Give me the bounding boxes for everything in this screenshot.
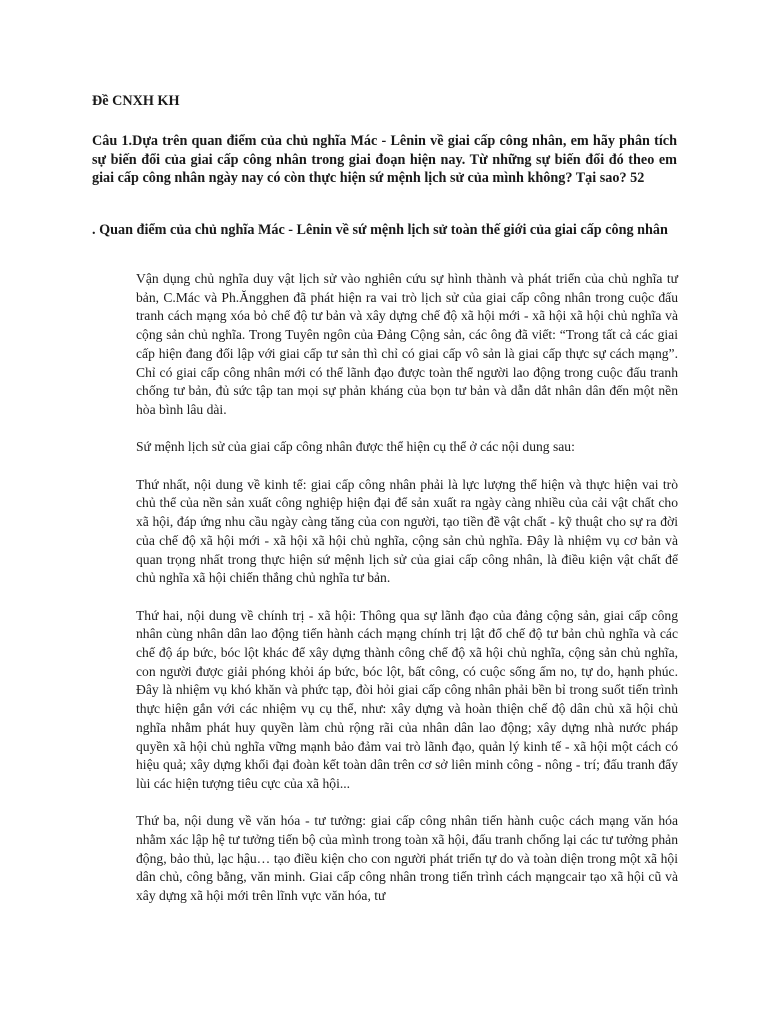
paragraph-cultural: Thứ ba, nội dung về văn hóa - tư tưởng: giai cấp công nhân tiến hành cuộc cách mạng văn hóa nhằm xác lập hệ tư tưởng tiến bộ của mình trong toàn xã hội, đấu tranh chống lại các tư tưởng phản động, bảo thủ, lạc hậu… tạo điều kiện cho con người phát triển tự do và toàn diện trong một xã hội dân chủ, công bằng, văn minh. Giai cấp công nhân trong tiến trình cách mạngcair tạo xã hội cũ và xây dựng xã hội mới trên lĩnh vực văn hóa, tư: [136, 813, 678, 904]
paragraph-mission-summary: Sứ mệnh lịch sử của giai cấp công nhân được thể hiện cụ thể ở các nội dung sau:: [136, 439, 575, 455]
paragraph-intro: Vận dụng chủ nghĩa duy vật lịch sử vào nghiên cứu sự hình thành và phát triển của chủ nghĩa tư bản, C.Mác và Ph.Ăngghen đã phát hiện ra vai trò lịch sử của giai cấp công nhân trong cuộc đấu tranh cách mạng xóa bỏ chế độ tư bản và xây dựng chế độ xã hội mới - xã hội xã hội chủ nghĩa và cộng sản chủ nghĩa. Trong Tuyên ngôn của Đảng Cộng sản, các ông đã viết: “Trong tất cả các giai cấp hiện đang đối lập với giai cấp tư sản thì chỉ có giai cấp vô sản là giai cấp thực sự cách mạng”. Chỉ có giai cấp công nhân mới có thể lãnh đạo được toàn thể người lao động trong cuộc đấu tranh chống tư bản, đủ sức tập tan mọi sự phản kháng của bọn tư bản và dẫn dắt nhân dân đến một nền hòa bình lâu dài.: [136, 271, 678, 417]
paragraph-economic: Thứ nhất, nội dung về kinh tế: giai cấp công nhân phải là lực lượng thể hiện và thực hiện vai trò chủ thể của nền sản xuất công nghiệp hiện đại để sản xuất ra ngày càng nhiều của cải vật chất cho xã hội, đáp ứng nhu cầu ngày càng tăng của con người, tạo tiền đề vật chất - kỹ thuật cho sự ra đời của chế độ xã hội mới - xã hội xã hội chủ nghĩa, cộng sản chủ nghĩa. Đây là nhiệm vụ cơ bản và quan trọng nhất trong thực hiện sứ mệnh lịch sử của giai cấp công nhân, là điều kiện vật chất để chủ nghĩa xã hội chiến thắng chủ nghĩa tư bản.: [136, 476, 678, 586]
paragraph-political-social: Thứ hai, nội dung về chính trị - xã hội: Thông qua sự lãnh đạo của đảng cộng sản, giai cấp công nhân cùng nhân dân lao động tiến hành cách mạng chính trị lật đổ chế độ tư bản chủ nghĩa và các chế độ áp bức, bóc lột khác để xây dựng thành công chế độ xã hội chủ nghĩa, cộng sản chủ nghĩa, con người được giải phóng khỏi áp bức, bóc lột, bất công, có cuộc sống ấm no, tự do, hạnh phúc. Đây là nhiệm vụ khó khăn và phức tạp, đòi hỏi giai cấp công nhân phải bền bỉ trong suốt tiến trình thực hiện gắn với các nhiệm vụ cụ thể, như: xây dựng và hoàn thiện chế độ dân chủ xã hội chủ nghĩa nhằm phát huy quyền làm chủ rộng rãi của nhân dân lao động; xây dựng nhà nước pháp quyền xã hội chủ nghĩa vững mạnh bảo đảm vai trò lãnh đạo, quản lý kinh tế - xã hội một cách có hiệu quả; xây dựng khối đại đoàn kết toàn dân trên cơ sở liên minh công - nông - trí; đấu tranh đẩy lùi các hiện tượng tiêu cực của xã hội...: [136, 607, 678, 791]
document-title: Đề CNXH KH: [92, 93, 180, 109]
question-text: Câu 1.Dựa trên quan điểm của chủ nghĩa Mác - Lênin về giai cấp công nhân, em hãy phân tích sự biến đổi của giai cấp công nhân trong giai đoạn hiện nay. Từ những sự biến đổi đó theo em giai cấp công nhân ngày nay có còn thực hiện sứ mệnh lịch sử của mình không? Tại sao? 52: [92, 133, 677, 187]
document-body: [136, 270, 678, 925]
section-heading: . Quan điểm của chủ nghĩa Mác - Lênin về sứ mệnh lịch sử toàn thế giới của giai cấp công nhân: [92, 222, 668, 238]
